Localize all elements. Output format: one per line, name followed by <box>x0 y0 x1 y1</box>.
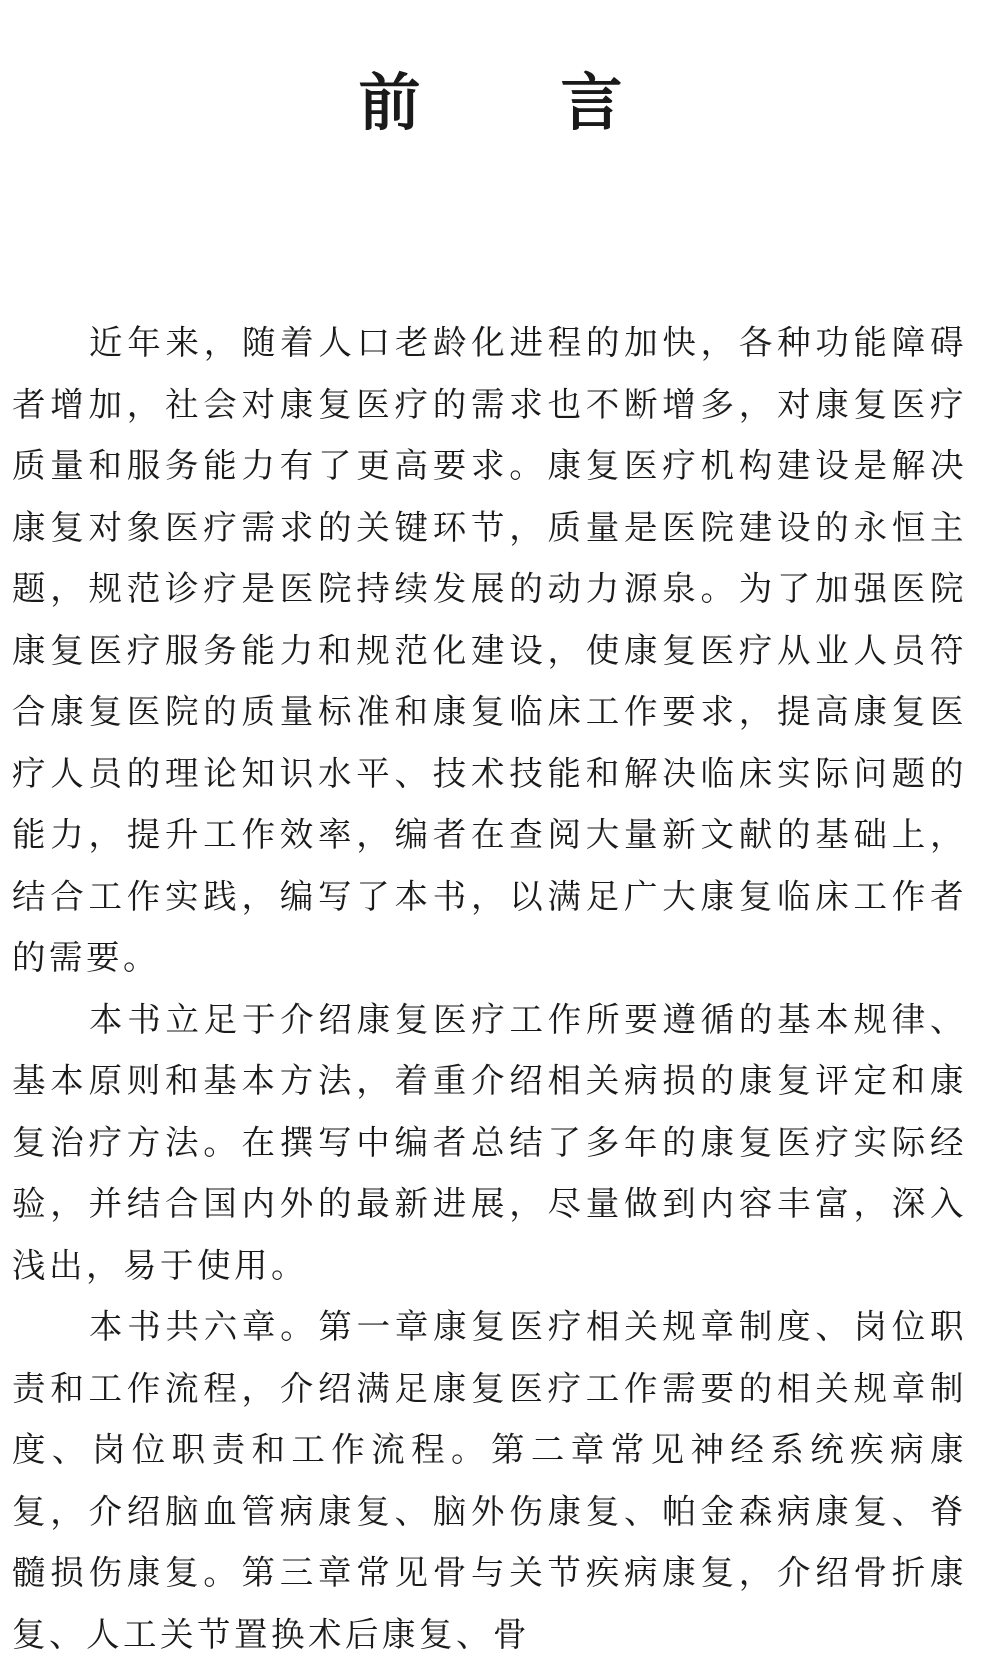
paragraph-1: 近年来，随着人口老龄化进程的加快，各种功能障碍者增加，社会对康复医疗的需求也不断增多，对康复医疗质量和服务能力有了更高要求。康复医疗机构建设是解决康复对象医疗需求的关键环节，质量是医院建设的永恒主题，规范诊疗是医院持续发展的动力源泉。为了加强医院康复医疗服务能力和规范化建设，使康复医疗从业人员符合康复医院的质量标准和康复临床工作要求，提高康复医疗人员的理论知识水平、技术技能和解决临床实际问题的能力，提升工作效率，编者在查阅大量新文献的基础上，结合工作实践，编写了本书，以满足广大康复临床工作者的需要。 <box>12 323 967 977</box>
page-title <box>0 66 981 139</box>
body-text <box>12 312 967 1665</box>
title-char-1: 前 <box>358 66 421 139</box>
paragraph-3: 本书共六章。第一章康复医疗相关规章制度、岗位职责和工作流程，介绍满足康复医疗工作需要的相关规章制度、岗位职责和工作流程。第二章常见神经系统疾病康复，介绍脑血管病康复、脑外伤康复、帕金森病康复、脊髓损伤康复。第三章常见骨与关节疾病康复，介绍骨折康复、人工关节置换术后康复、骨 <box>12 1307 967 1654</box>
paragraph-2: 本书立足于介绍康复医疗工作所要遵循的基本规律、基本原则和基本方法，着重介绍相关病损的康复评定和康复治疗方法。在撰写中编者总结了多年的康复医疗实际经验，并结合国内外的最新进展，尽量做到内容丰富，深入浅出，易于使用。 <box>12 999 967 1285</box>
title-char-2: 言 <box>560 66 623 139</box>
